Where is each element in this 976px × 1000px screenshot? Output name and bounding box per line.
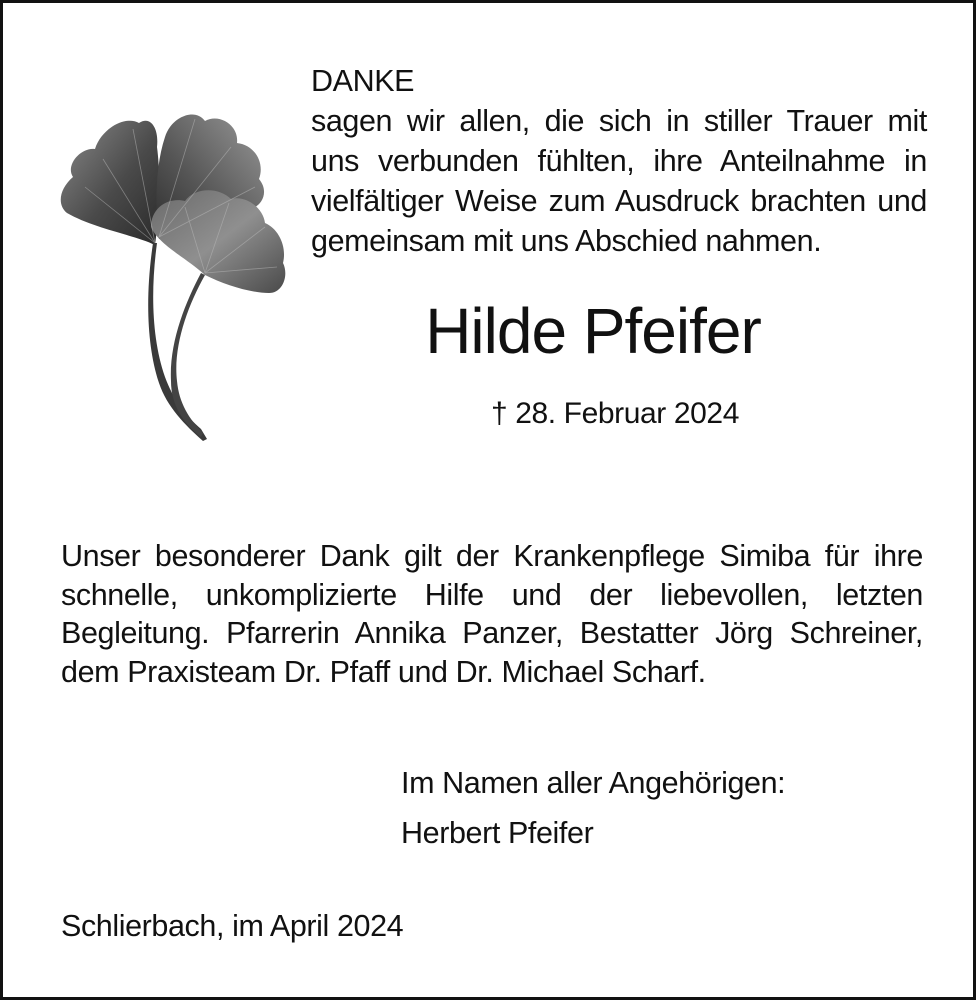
place-date: Schlierbach, im April 2024: [61, 909, 404, 943]
signature-line: Im Namen aller Angehörigen:: [401, 766, 786, 800]
deceased-name: Hilde Pfeifer: [425, 295, 761, 367]
intro-block: [311, 61, 927, 261]
death-date: † 28. Februar 2024: [491, 397, 739, 430]
thanks-paragraph: Unser besonderer Dank gilt der Krankenpflege Simiba für ihre schnelle, unkomplizierte Hilfe und der liebevollen, letzten Begleitung. Pfarrerin Annika Panzer, Bestatter Jörg Schreiner, dem Praxisteam Dr. Pfaff und Dr. Michael Scharf.: [61, 539, 923, 689]
signer-name: Herbert Pfeifer: [401, 816, 594, 850]
notice-heading: DANKE: [311, 64, 415, 98]
signature-block: [401, 763, 921, 853]
intro-text: sagen wir allen, die sich in stiller Trauer mit uns verbunden fühlten, ihre Anteilnahme in vielfältiger Weise zum Ausdruck brachten und gemeinsam mit uns Abschied nahmen.: [311, 104, 927, 258]
ginkgo-leaves-icon: [55, 107, 291, 447]
